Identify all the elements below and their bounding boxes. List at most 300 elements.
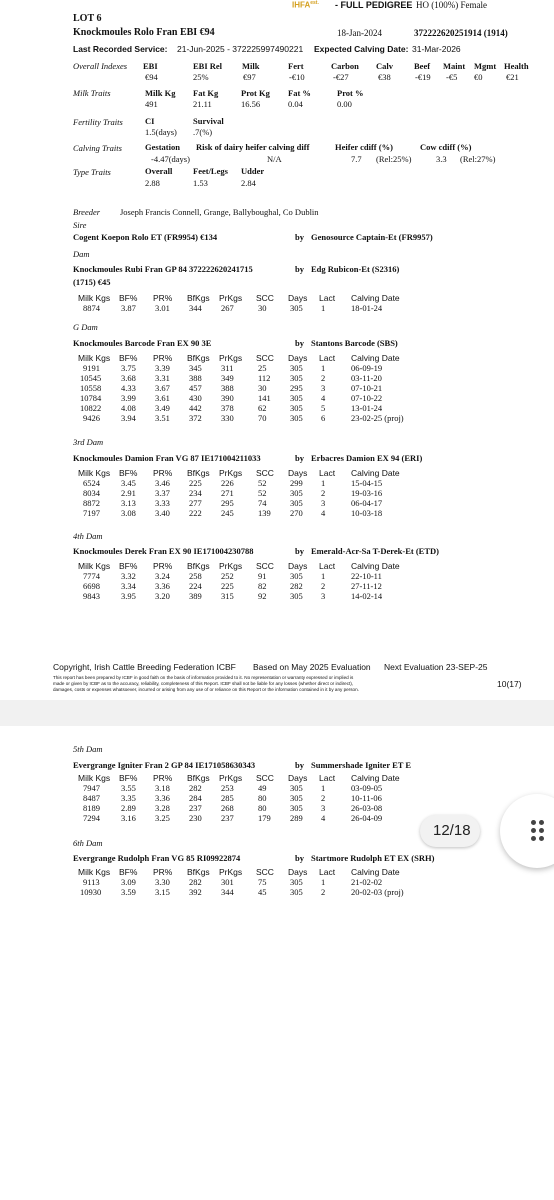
cell-pr-pct: 3.40 xyxy=(155,508,170,518)
col-header-bf-pct: BF% xyxy=(119,293,138,303)
cell-days: 270 xyxy=(290,508,303,518)
cell-pr-kgs: 295 xyxy=(221,498,234,508)
cell-pr-pct: 3.36 xyxy=(155,793,170,803)
cell-bf-pct: 3.16 xyxy=(121,813,136,823)
cell-bf-kgs: 344 xyxy=(189,303,202,313)
cell-pr-pct: 3.31 xyxy=(155,373,170,383)
gdam-by: by xyxy=(295,338,304,348)
index-header: Milk xyxy=(242,61,260,71)
cell-bf-pct: 3.13 xyxy=(121,498,136,508)
cell-calving-date: 10-11-06 xyxy=(351,793,382,803)
cell-calving-date: 26-03-08 xyxy=(351,803,383,813)
sire-by: by xyxy=(295,232,304,242)
index-header: Maint xyxy=(443,61,466,71)
cell-bf-kgs: 392 xyxy=(189,887,202,897)
index-header: Mgmt xyxy=(474,61,497,71)
index-value: 25% xyxy=(193,72,209,82)
col-header-milk-kgs: Milk Kgs xyxy=(78,773,111,783)
col-header-days: Days xyxy=(288,293,308,303)
dam-name-line2: (1715) €45 xyxy=(73,277,111,287)
cell-pr-kgs: 378 xyxy=(221,403,234,413)
col-header-lact: Lact xyxy=(319,353,336,363)
cell-bf-kgs: 388 xyxy=(189,373,202,383)
cell-milk-kgs: 8034 xyxy=(83,488,100,498)
cow-cdiff-value: 3.3 xyxy=(436,154,447,164)
milk-header: Milk Kg xyxy=(145,88,176,98)
ihfa-logo xyxy=(292,0,319,10)
sire-label: Sire xyxy=(73,220,87,230)
cell-bf-pct: 4.33 xyxy=(121,383,136,393)
fertility-header: CI xyxy=(145,116,155,126)
cell-milk-kgs: 6698 xyxy=(83,581,100,591)
cell-days: 305 xyxy=(290,591,303,601)
cell-bf-kgs: 284 xyxy=(189,793,202,803)
cell-milk-kgs: 8872 xyxy=(83,498,100,508)
col-header-lact: Lact xyxy=(319,773,336,783)
cell-pr-kgs: 267 xyxy=(221,303,234,313)
cell-pr-pct: 3.49 xyxy=(155,403,170,413)
cell-bf-pct: 3.45 xyxy=(121,478,136,488)
col-header-scc: SCC xyxy=(256,468,274,478)
col-header-lact: Lact xyxy=(319,561,336,571)
lot-number: LOT 6 xyxy=(73,13,102,24)
cell-lact: 1 xyxy=(321,783,326,793)
cell-pr-pct: 3.61 xyxy=(155,393,170,403)
col-header-milk-kgs: Milk Kgs xyxy=(78,293,111,303)
calving-date-value: 31-Mar-2026 xyxy=(412,44,461,54)
col-header-milk-kgs: Milk Kgs xyxy=(78,867,111,877)
cell-milk-kgs: 10930 xyxy=(80,887,102,897)
cell-scc: 91 xyxy=(258,571,267,581)
cell-milk-kgs: 7294 xyxy=(83,813,100,823)
col-header-bf-kgs: BfKgs xyxy=(187,867,210,877)
sire-by-name: Genosource Captain-Et (FR9957) xyxy=(311,232,433,242)
cell-days: 305 xyxy=(290,803,303,813)
milk-header: Prot % xyxy=(337,88,364,98)
cell-scc: 75 xyxy=(258,877,267,887)
type-header: Udder xyxy=(241,166,265,176)
cell-pr-kgs: 390 xyxy=(221,393,234,403)
type-header: Feet/Legs xyxy=(193,166,228,176)
col-header-days: Days xyxy=(288,353,308,363)
index-header: Health xyxy=(504,61,529,71)
col-header-bf-kgs: BfKgs xyxy=(187,773,210,783)
cell-bf-pct: 3.34 xyxy=(121,581,136,591)
cell-calving-date: 18-01-24 xyxy=(351,303,383,313)
cell-pr-pct: 3.33 xyxy=(155,498,170,508)
cell-pr-pct: 3.30 xyxy=(155,877,170,887)
cell-milk-kgs: 10784 xyxy=(80,393,102,403)
cell-days: 295 xyxy=(290,383,303,393)
cell-lact: 1 xyxy=(321,571,326,581)
col-header-bf-kgs: BfKgs xyxy=(187,353,210,363)
cell-days: 305 xyxy=(290,887,303,897)
col-header-pr-kgs: PrKgs xyxy=(219,867,243,877)
cell-days: 305 xyxy=(290,303,303,313)
milk-header: Prot Kg xyxy=(241,88,270,98)
cell-calving-date: 06-04-17 xyxy=(351,498,383,508)
cell-pr-pct: 3.28 xyxy=(155,803,170,813)
cell-calving-date: 19-03-16 xyxy=(351,488,383,498)
ihfa-logo-sub: est. xyxy=(310,0,319,6)
col-header-calving-date: Calving Date xyxy=(351,468,400,478)
cell-milk-kgs: 10558 xyxy=(80,383,102,393)
col-header-lact: Lact xyxy=(319,293,336,303)
cell-pr-pct: 3.37 xyxy=(155,488,170,498)
index-header: Carbon xyxy=(331,61,359,71)
cow-cdiff-rel: (Rel:27%) xyxy=(460,154,496,164)
col-header-bf-kgs: BfKgs xyxy=(187,468,210,478)
cell-pr-kgs: 330 xyxy=(221,413,234,423)
cell-calving-date: 13-01-24 xyxy=(351,403,383,413)
cell-milk-kgs: 10545 xyxy=(80,373,102,383)
cell-scc: 52 xyxy=(258,488,267,498)
page-indicator-text: 12/18 xyxy=(433,822,471,839)
cell-milk-kgs: 6524 xyxy=(83,478,100,488)
ihfa-logo-text: IHFA xyxy=(292,0,311,10)
col-header-bf-pct: BF% xyxy=(119,468,138,478)
cell-pr-pct: 3.39 xyxy=(155,363,170,373)
cell-calving-date: 15-04-15 xyxy=(351,478,383,488)
cell-milk-kgs: 9191 xyxy=(83,363,100,373)
col-header-bf-kgs: BfKgs xyxy=(187,293,210,303)
col-header-scc: SCC xyxy=(256,293,274,303)
cell-scc: 30 xyxy=(258,303,267,313)
col-header-calving-date: Calving Date xyxy=(351,867,400,877)
type-traits-label: Type Traits xyxy=(73,167,111,177)
cell-bf-pct: 3.75 xyxy=(121,363,136,373)
cell-bf-pct: 3.55 xyxy=(121,783,136,793)
col-header-calving-date: Calving Date xyxy=(351,561,400,571)
col-header-bf-kgs: BfKgs xyxy=(187,561,210,571)
cell-lact: 3 xyxy=(321,591,326,601)
col-header-pr-kgs: PrKgs xyxy=(219,293,243,303)
heifer-cdiff-rel: (Rel:25%) xyxy=(376,154,412,164)
col-header-milk-kgs: Milk Kgs xyxy=(78,353,111,363)
cell-bf-kgs: 457 xyxy=(189,383,202,393)
type-value: 2.84 xyxy=(241,178,256,188)
disclaimer-line: made or given by ICBF as to the accuracy, reliability, completeness of this Report. ICBF shall not be liable for any losses (whether direct or indirect), xyxy=(53,681,354,686)
cell-pr-kgs: 285 xyxy=(221,793,234,803)
col-header-pr-pct: PR% xyxy=(153,561,173,571)
cell-bf-kgs: 234 xyxy=(189,488,202,498)
milk-header: Fat Kg xyxy=(193,88,219,98)
dam5-by-name: Summershade Igniter ET E xyxy=(311,760,412,770)
col-header-pr-kgs: PrKgs xyxy=(219,773,243,783)
cell-pr-kgs: 301 xyxy=(221,877,234,887)
cell-bf-kgs: 389 xyxy=(189,591,202,601)
dam5-name: Evergrange Igniter Fran 2 GP 84 IE171058630343 xyxy=(73,760,256,770)
col-header-calving-date: Calving Date xyxy=(351,353,400,363)
cell-lact: 2 xyxy=(321,887,326,897)
dam6-name: Evergrange Rudolph Fran VG 85 RI09922874 xyxy=(73,853,241,863)
dam4-label: 4th Dam xyxy=(73,531,103,541)
cell-calving-date: 07-10-22 xyxy=(351,393,383,403)
dam6-by: by xyxy=(295,853,304,863)
gdam-name: Knockmoules Barcode Fran EX 90 3E xyxy=(73,338,212,348)
calving-date-label: Expected Calving Date: xyxy=(314,44,409,54)
cell-calving-date: 10-03-18 xyxy=(351,508,383,518)
col-header-bf-pct: BF% xyxy=(119,353,138,363)
fertility-value: .7(%) xyxy=(193,127,213,137)
dam-by-name: Edg Rubicon-Et (S2316) xyxy=(311,264,400,274)
cell-lact: 2 xyxy=(321,488,326,498)
fertility-header: Survival xyxy=(193,116,224,126)
cell-days: 299 xyxy=(290,478,303,488)
cell-milk-kgs: 8874 xyxy=(83,303,100,313)
cell-days: 305 xyxy=(290,393,303,403)
dam3-label: 3rd Dam xyxy=(73,437,104,447)
calving-header: Cow cdiff (%) xyxy=(420,142,472,152)
cell-scc: 52 xyxy=(258,478,267,488)
calving-traits-label: Calving Traits xyxy=(73,143,122,153)
cell-bf-kgs: 282 xyxy=(189,877,202,887)
cell-days: 305 xyxy=(290,498,303,508)
cell-bf-pct: 3.59 xyxy=(121,887,136,897)
cell-bf-kgs: 277 xyxy=(189,498,202,508)
cell-calving-date: 03-09-05 xyxy=(351,783,383,793)
cell-lact: 1 xyxy=(321,478,326,488)
cell-calving-date: 14-02-14 xyxy=(351,591,383,601)
date-of-birth: 18-Jan-2024 xyxy=(337,28,382,38)
dam5-label: 5th Dam xyxy=(73,744,103,754)
col-header-pr-kgs: PrKgs xyxy=(219,353,243,363)
col-header-pr-pct: PR% xyxy=(153,468,173,478)
cell-days: 305 xyxy=(290,783,303,793)
cell-lact: 3 xyxy=(321,498,326,508)
cell-calving-date: 23-02-25 (proj) xyxy=(351,413,404,423)
cell-pr-pct: 3.46 xyxy=(155,478,170,488)
col-header-lact: Lact xyxy=(319,867,336,877)
cell-pr-kgs: 245 xyxy=(221,508,234,518)
cell-pr-pct: 3.36 xyxy=(155,581,170,591)
cell-days: 305 xyxy=(290,413,303,423)
cell-milk-kgs: 7774 xyxy=(83,571,100,581)
col-header-scc: SCC xyxy=(256,353,274,363)
cell-bf-pct: 3.35 xyxy=(121,793,136,803)
dam6-by-name: Startmore Rudolph ET EX (SRH) xyxy=(311,853,435,863)
cell-bf-pct: 2.89 xyxy=(121,803,136,813)
cell-pr-kgs: 311 xyxy=(221,363,234,373)
col-header-pr-pct: PR% xyxy=(153,773,173,783)
cell-scc: 179 xyxy=(258,813,271,823)
milk-value: 0.00 xyxy=(337,99,352,109)
cell-scc: 139 xyxy=(258,508,271,518)
cell-milk-kgs: 10822 xyxy=(80,403,102,413)
cell-pr-kgs: 252 xyxy=(221,571,234,581)
cell-days: 305 xyxy=(290,877,303,887)
cell-bf-pct: 3.95 xyxy=(121,591,136,601)
cell-lact: 2 xyxy=(321,581,326,591)
cell-lact: 3 xyxy=(321,383,326,393)
animal-name: Knockmoules Rolo Fran EBI €94 xyxy=(73,27,215,38)
dam-name: Knockmoules Rubi Fran GP 84 372222620241715 xyxy=(73,264,253,274)
calving-header: Heifer cdiff (%) xyxy=(335,142,393,152)
col-header-bf-pct: BF% xyxy=(119,561,138,571)
cell-pr-pct: 3.18 xyxy=(155,783,170,793)
dam3-by-name: Erbacres Damion EX 94 (ERI) xyxy=(311,453,423,463)
col-header-calving-date: Calving Date xyxy=(351,293,400,303)
cell-days: 305 xyxy=(290,793,303,803)
cell-bf-pct: 3.32 xyxy=(121,571,136,581)
cell-bf-kgs: 225 xyxy=(189,478,202,488)
fertility-label: Fertility Traits xyxy=(73,117,123,127)
cell-scc: 25 xyxy=(258,363,267,373)
cell-pr-pct: 3.20 xyxy=(155,591,170,601)
col-header-bf-pct: BF% xyxy=(119,773,138,783)
indexes-label: Overall Indexes xyxy=(73,61,128,71)
cell-scc: 62 xyxy=(258,403,267,413)
last-service-label: Last Recorded Service: xyxy=(73,44,168,54)
calving-header: Gestation xyxy=(145,142,180,152)
milk-value: 491 xyxy=(145,99,158,109)
col-header-pr-kgs: PrKgs xyxy=(219,561,243,571)
cell-days: 282 xyxy=(290,581,303,591)
col-header-pr-pct: PR% xyxy=(153,353,173,363)
next-evaluation: Next Evaluation 23-SEP-25 xyxy=(384,662,488,672)
last-service-value: 21-Jun-2025 - 372225997490221 xyxy=(177,44,304,54)
index-header: Calv xyxy=(376,61,393,71)
cell-lact: 2 xyxy=(321,373,326,383)
animal-tag: 372222620251914 (1914) xyxy=(414,28,508,38)
cell-scc: 49 xyxy=(258,783,267,793)
cell-calving-date: 26-04-09 xyxy=(351,813,383,823)
cell-milk-kgs: 7947 xyxy=(83,783,100,793)
breeder-label: Breeder xyxy=(73,207,101,217)
cell-calving-date: 20-02-03 (proj) xyxy=(351,887,404,897)
grid-dots-icon[interactable] xyxy=(531,820,549,842)
cell-pr-kgs: 237 xyxy=(221,813,234,823)
dam3-by: by xyxy=(295,453,304,463)
index-value: €97 xyxy=(243,72,256,82)
index-value: €0 xyxy=(474,72,483,82)
cell-scc: 92 xyxy=(258,591,267,601)
cell-scc: 80 xyxy=(258,803,267,813)
cell-scc: 74 xyxy=(258,498,267,508)
type-header: Overall xyxy=(145,166,173,176)
cell-days: 305 xyxy=(290,363,303,373)
cell-pr-pct: 3.15 xyxy=(155,887,170,897)
cell-milk-kgs: 7197 xyxy=(83,508,100,518)
cell-scc: 30 xyxy=(258,383,267,393)
index-value: -€19 xyxy=(415,72,431,82)
cell-bf-pct: 3.68 xyxy=(121,373,136,383)
dam4-name: Knockmoules Derek Fran EX 90 IE171004230788 xyxy=(73,546,254,556)
copyright: Copyright, Irish Cattle Breeding Federation ICBF xyxy=(53,662,236,672)
cell-bf-kgs: 237 xyxy=(189,803,202,813)
cell-pr-kgs: 388 xyxy=(221,383,234,393)
cell-lact: 1 xyxy=(321,877,326,887)
cell-scc: 112 xyxy=(258,373,271,383)
heifer-cdiff-value: 7.7 xyxy=(351,154,362,164)
fertility-value: 1.5(days) xyxy=(145,127,177,137)
cell-bf-kgs: 442 xyxy=(189,403,202,413)
cell-pr-kgs: 253 xyxy=(221,783,234,793)
index-value: -€27 xyxy=(333,72,349,82)
cell-bf-kgs: 224 xyxy=(189,581,202,591)
sire-name: Cogent Koepon Rolo ET (FR9954) €134 xyxy=(73,232,218,242)
index-header: EBI Rel xyxy=(193,61,223,71)
breeder-value: Joseph Francis Connell, Grange, Ballyboughal, Co Dublin xyxy=(120,207,319,217)
cell-calving-date: 22-10-11 xyxy=(351,571,382,581)
milk-value: 16.56 xyxy=(241,99,261,109)
disclaimer-line: damages, costs or expenses whatsoever, incurred or arising from any use of or reliance on this Report or the information contained in it by any person. xyxy=(53,687,359,692)
cell-bf-pct: 3.09 xyxy=(121,877,136,887)
dam4-by: by xyxy=(295,546,304,556)
cell-lact: 5 xyxy=(321,403,326,413)
col-header-bf-pct: BF% xyxy=(119,867,138,877)
cell-bf-pct: 4.08 xyxy=(121,403,136,413)
cell-calving-date: 03-11-20 xyxy=(351,373,382,383)
cell-lact: 3 xyxy=(321,803,326,813)
dam-label: Dam xyxy=(73,249,90,259)
cell-pr-kgs: 344 xyxy=(221,887,234,897)
cell-days: 305 xyxy=(290,373,303,383)
col-header-days: Days xyxy=(288,561,308,571)
cell-days: 305 xyxy=(290,571,303,581)
page-indicator xyxy=(420,815,480,847)
index-value: -€5 xyxy=(446,72,458,82)
cell-lact: 4 xyxy=(321,393,326,403)
cell-pr-kgs: 225 xyxy=(221,581,234,591)
cell-milk-kgs: 9843 xyxy=(83,591,100,601)
cell-lact: 2 xyxy=(321,793,326,803)
index-header: EBI xyxy=(143,61,158,71)
cell-bf-pct: 3.08 xyxy=(121,508,136,518)
cell-bf-kgs: 372 xyxy=(189,413,202,423)
cell-lact: 4 xyxy=(321,813,326,823)
cell-bf-kgs: 282 xyxy=(189,783,202,793)
col-header-pr-pct: PR% xyxy=(153,867,173,877)
cell-days: 305 xyxy=(290,403,303,413)
col-header-scc: SCC xyxy=(256,561,274,571)
gestation-value: -4.47(days) xyxy=(151,154,190,164)
cell-scc: 45 xyxy=(258,887,267,897)
col-header-scc: SCC xyxy=(256,867,274,877)
cell-bf-pct: 3.94 xyxy=(121,413,136,423)
milk-value: 0.04 xyxy=(288,99,303,109)
cell-lact: 6 xyxy=(321,413,326,423)
cell-lact: 1 xyxy=(321,363,326,373)
dam4-by-name: Emerald-Acr-Sa T-Derek-Et (ETD) xyxy=(311,546,439,556)
col-header-days: Days xyxy=(288,468,308,478)
cell-scc: 82 xyxy=(258,581,267,591)
col-header-scc: SCC xyxy=(256,773,274,783)
cell-scc: 141 xyxy=(258,393,271,403)
col-header-calving-date: Calving Date xyxy=(351,773,400,783)
index-value: €21 xyxy=(506,72,519,82)
risk-value: N/A xyxy=(267,154,282,164)
gdam-label: G Dam xyxy=(73,322,98,332)
cell-calving-date: 06-09-19 xyxy=(351,363,383,373)
cell-pr-pct: 3.67 xyxy=(155,383,170,393)
index-value: -€10 xyxy=(289,72,305,82)
cell-days: 289 xyxy=(290,813,303,823)
dam-by: by xyxy=(295,264,304,274)
cell-scc: 70 xyxy=(258,413,267,423)
col-header-milk-kgs: Milk Kgs xyxy=(78,561,111,571)
cell-calving-date: 21-02-02 xyxy=(351,877,383,887)
cell-bf-pct: 2.91 xyxy=(121,488,136,498)
cell-days: 305 xyxy=(290,488,303,498)
cell-milk-kgs: 9113 xyxy=(83,877,100,887)
pedigree-title: - FULL PEDIGREE xyxy=(335,0,413,10)
cell-pr-pct: 3.01 xyxy=(155,303,170,313)
cell-calving-date: 07-10-21 xyxy=(351,383,383,393)
page-number: 10(17) xyxy=(497,679,522,689)
calving-header: Risk of dairy heifer calving diff xyxy=(196,142,310,152)
breed-sex: HO (100%) Female xyxy=(416,0,487,10)
